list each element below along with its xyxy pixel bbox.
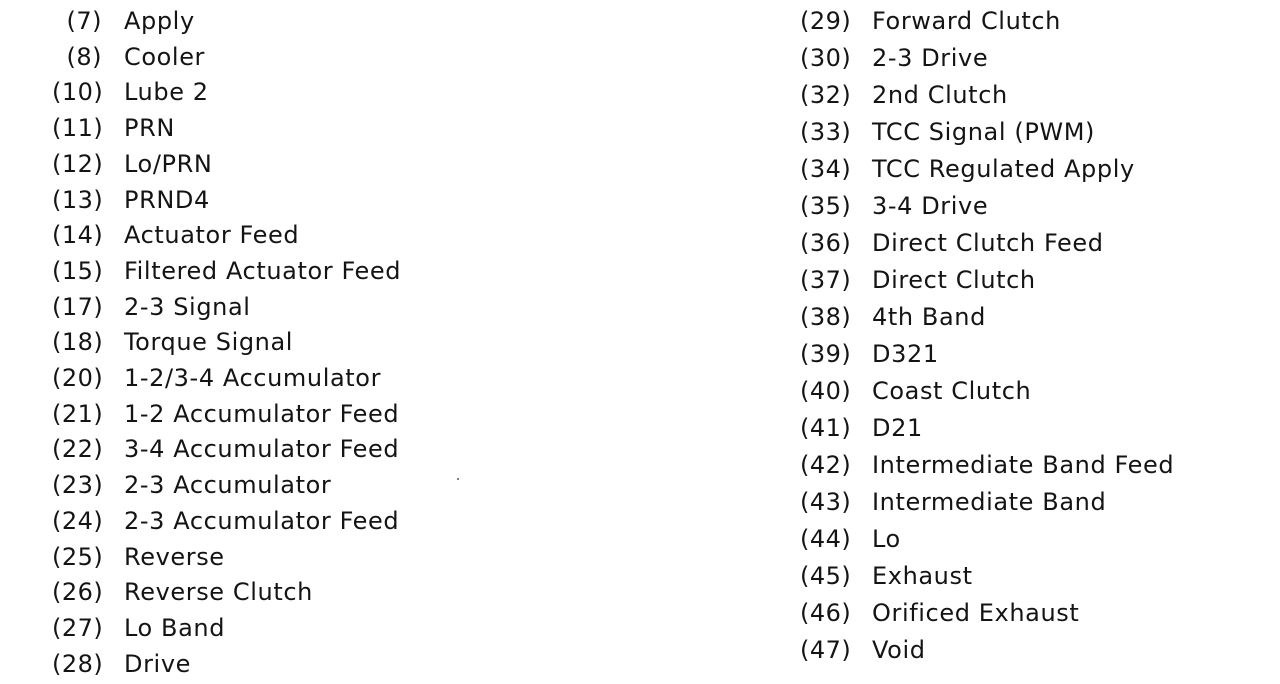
- legend-entry: [52, 78, 209, 106]
- circuit-label: Direct Clutch: [872, 266, 1036, 294]
- circuit-number: (26): [52, 578, 104, 607]
- circuit-number: (21): [52, 399, 104, 428]
- legend-entry: [800, 599, 1079, 627]
- circuit-number: (45): [800, 562, 852, 590]
- circuit-label: Torque Signal: [124, 328, 294, 357]
- circuit-label: PRN: [124, 114, 175, 143]
- circuit-number: (46): [800, 599, 852, 627]
- circuit-label: TCC Signal (PWM): [872, 118, 1095, 146]
- legend-entry: [52, 43, 205, 71]
- circuit-label: Apply: [124, 7, 195, 35]
- circuit-number: (23): [52, 471, 104, 500]
- circuit-number: (42): [800, 451, 852, 479]
- legend-entry: [52, 364, 381, 392]
- scan-speck: [457, 478, 459, 480]
- circuit-label: Void: [872, 636, 926, 664]
- legend-entry: [52, 150, 212, 178]
- circuit-label: TCC Regulated Apply: [872, 155, 1135, 183]
- circuit-label: Direct Clutch Feed: [872, 229, 1104, 257]
- circuit-label: Lo/PRN: [124, 149, 213, 178]
- circuit-number: (35): [800, 192, 852, 220]
- circuit-label: 3-4 Drive: [872, 192, 989, 220]
- circuit-number: (47): [800, 636, 852, 664]
- legend-entry: [52, 7, 195, 35]
- circuit-label: 2-3 Accumulator: [124, 471, 332, 500]
- circuit-number: (37): [800, 266, 852, 294]
- circuit-number: (30): [800, 44, 852, 72]
- legend-entry: [52, 400, 399, 428]
- legend-entry: [52, 114, 175, 142]
- circuit-label: 2nd Clutch: [872, 81, 1008, 109]
- circuit-number: (17): [52, 292, 104, 321]
- circuit-label: D21: [872, 414, 923, 442]
- legend-entry: [52, 578, 313, 606]
- legend-entry: [52, 471, 331, 499]
- circuit-number: (15): [52, 256, 104, 285]
- circuit-number: (11): [52, 114, 104, 143]
- circuit-label: Coast Clutch: [872, 377, 1032, 405]
- circuit-number: (38): [800, 303, 852, 331]
- circuit-number: (36): [800, 229, 852, 257]
- legend-entry: [800, 303, 986, 331]
- circuit-label: Lube 2: [124, 78, 209, 107]
- legend-entry: [800, 636, 926, 664]
- circuit-number: (41): [800, 414, 852, 442]
- circuit-label: 2-3 Drive: [872, 44, 989, 72]
- circuit-label: Reverse Clutch: [124, 578, 313, 607]
- legend-entry: [800, 192, 988, 220]
- circuit-label: 3-4 Accumulator Feed: [124, 435, 400, 464]
- circuit-label: 1-2/3-4 Accumulator: [124, 364, 382, 392]
- circuit-label: Lo Band: [124, 613, 226, 642]
- circuit-number: (29): [800, 7, 852, 35]
- circuit-number: (28): [52, 649, 104, 678]
- circuit-label: Cooler: [124, 42, 206, 71]
- legend-entry: [52, 257, 401, 285]
- circuit-label: D321: [872, 340, 939, 368]
- circuit-number: (27): [52, 613, 104, 642]
- legend-entry: [800, 7, 1061, 35]
- legend-entry: [52, 435, 399, 463]
- circuit-number: (20): [52, 364, 104, 392]
- legend-entry: [800, 488, 1106, 516]
- circuit-number: (40): [800, 377, 852, 405]
- circuit-label: 1-2 Accumulator Feed: [124, 399, 400, 428]
- legend-entry: [52, 186, 210, 214]
- circuit-number: (24): [52, 506, 104, 535]
- circuit-label: PRND4: [124, 185, 210, 214]
- legend-entry: [52, 543, 225, 571]
- legend-entry: [800, 414, 923, 442]
- circuit-label: Filtered Actuator Feed: [124, 256, 402, 285]
- circuit-label: Forward Clutch: [872, 7, 1061, 35]
- legend-entry: [800, 44, 988, 72]
- legend-entry: [800, 525, 901, 553]
- circuit-label: Intermediate Band: [872, 488, 1107, 516]
- circuit-label: Actuator Feed: [124, 221, 300, 250]
- circuit-label: 2-3 Signal: [124, 292, 251, 321]
- circuit-number: (43): [800, 488, 852, 516]
- legend-entry: [800, 377, 1031, 405]
- circuit-number: (33): [800, 118, 852, 146]
- circuit-number: (7): [66, 7, 102, 35]
- circuit-label: 4th Band: [872, 303, 986, 331]
- circuit-number: (39): [800, 340, 852, 368]
- circuit-label: Exhaust: [872, 562, 973, 590]
- legend-entry: [52, 293, 251, 321]
- circuit-number: (25): [52, 542, 104, 571]
- legend-entry: [800, 229, 1104, 257]
- circuit-number: (34): [800, 155, 852, 183]
- legend-entry: [52, 221, 299, 249]
- circuit-label: 2-3 Accumulator Feed: [124, 506, 400, 535]
- circuit-label: Reverse: [124, 542, 225, 571]
- legend-entry: [800, 266, 1036, 294]
- legend-entry: [800, 81, 1008, 109]
- circuit-number: (8): [66, 42, 102, 71]
- circuit-number: (44): [800, 525, 852, 553]
- legend-entry: [52, 614, 225, 642]
- legend-entry: [52, 328, 293, 356]
- circuit-label: Orificed Exhaust: [872, 599, 1080, 627]
- circuit-label: Drive: [124, 649, 191, 678]
- circuit-number: (14): [52, 221, 104, 250]
- circuit-number: (32): [800, 81, 852, 109]
- circuit-number: (22): [52, 435, 104, 464]
- legend-entry: [800, 562, 973, 590]
- legend-entry: [800, 451, 1174, 479]
- legend-entry: [52, 650, 191, 678]
- circuit-number: (12): [52, 149, 104, 178]
- circuit-label: Lo: [872, 525, 901, 553]
- legend-entry: [52, 507, 399, 535]
- legend-entry: [800, 340, 939, 368]
- circuit-number: (18): [52, 328, 104, 357]
- circuit-number: (10): [52, 78, 104, 107]
- circuit-number: (13): [52, 185, 104, 214]
- legend-entry: [800, 155, 1135, 183]
- circuit-label: Intermediate Band Feed: [872, 451, 1175, 479]
- legend-entry: [800, 118, 1095, 146]
